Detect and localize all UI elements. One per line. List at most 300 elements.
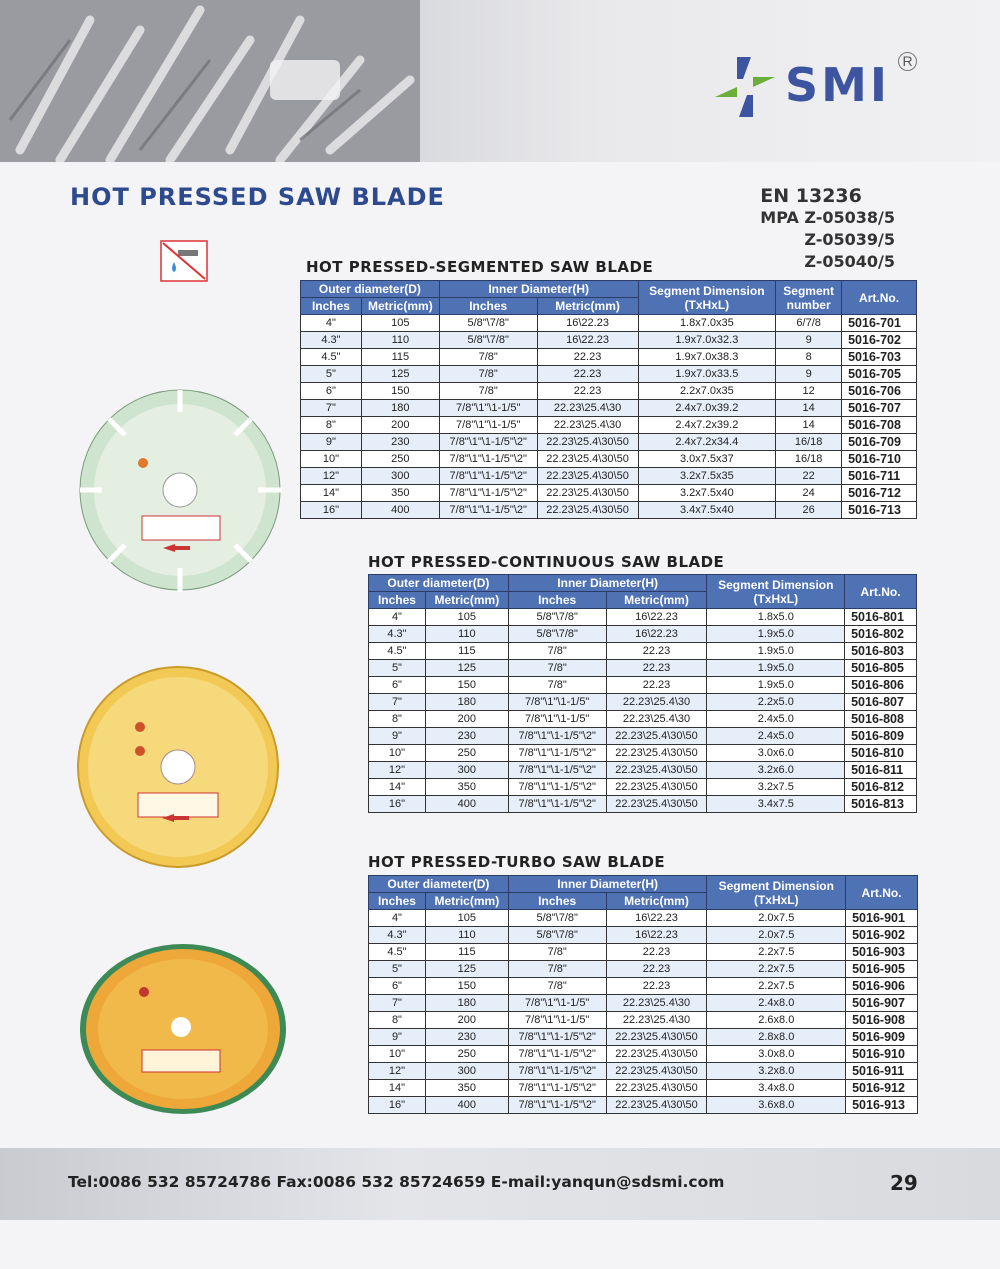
table-cell: 9"	[301, 434, 362, 451]
table-row	[369, 995, 918, 1012]
table-cell: 200	[425, 711, 508, 728]
header-inner-inches: Inches	[439, 298, 537, 315]
table-cell: 22.23	[537, 366, 638, 383]
table-cell: 6"	[369, 978, 426, 995]
table-cell: 3.0x7.5x37	[638, 451, 776, 468]
art-no-cell: 5016-705	[842, 366, 917, 383]
table-cell: 150	[425, 677, 508, 694]
table-cell: 14"	[301, 485, 362, 502]
header-inner-metric: Metric(mm)	[606, 592, 707, 609]
art-no-cell: 5016-712	[842, 485, 917, 502]
art-no-cell: 5016-802	[845, 626, 917, 643]
table-cell: 22.23\25.4\30\50	[606, 1080, 707, 1097]
table-row	[301, 366, 917, 383]
art-no-cell: 5016-810	[845, 745, 917, 762]
table-cell: 1.9x5.0	[707, 677, 845, 694]
turbo-blade-image	[78, 942, 288, 1117]
table-cell: 2.4x8.0	[707, 995, 846, 1012]
table-cell: 2.2x7.0x35	[638, 383, 776, 400]
table-cell: 3.2x6.0	[707, 762, 845, 779]
table-cell: 6"	[301, 383, 362, 400]
table-cell: 7/8"	[439, 349, 537, 366]
table-row	[301, 400, 917, 417]
cutting-tools-photo	[0, 0, 420, 162]
art-no-cell: 5016-910	[846, 1046, 918, 1063]
art-no-cell: 5016-809	[845, 728, 917, 745]
table-row	[301, 383, 917, 400]
table-row	[369, 728, 917, 745]
table-cell: 5/8"\7/8"	[508, 626, 606, 643]
table-row	[301, 332, 917, 349]
standard-z3: Z-05040/5	[804, 252, 895, 271]
table-cell: 10"	[369, 1046, 426, 1063]
header-outer-metric: Metric(mm)	[425, 893, 508, 910]
table-row	[369, 961, 918, 978]
table-cell: 7"	[301, 400, 362, 417]
brand-name: SMI	[785, 58, 891, 112]
art-no-cell: 5016-711	[842, 468, 917, 485]
table-cell: 7/8"\1"\1-1/5"\2"	[508, 796, 606, 813]
table-cell: 250	[361, 451, 439, 468]
table-cell: 22.23	[606, 677, 707, 694]
header-art-no: Art.No.	[845, 575, 917, 609]
header-segment-dimension: Segment Dimension (TxHxL)	[638, 281, 776, 315]
art-no-cell: 5016-812	[845, 779, 917, 796]
contact-info: Tel:0086 532 85724786 Fax:0086 532 85724659 E-mail:yanqun@sdsmi.com	[68, 1173, 725, 1191]
table-cell: 1.9x5.0	[707, 626, 845, 643]
art-no-cell: 5016-803	[845, 643, 917, 660]
header-banner	[0, 0, 1000, 162]
table-cell: 3.2x7.5	[707, 779, 845, 796]
table-cell: 7/8"\1"\1-1/5"\2"	[439, 468, 537, 485]
standard-mpa: MPA Z-05038/5	[760, 208, 895, 227]
art-no-cell: 5016-903	[846, 944, 918, 961]
table-cell: 2.4x7.0x39.2	[638, 400, 776, 417]
table-cell: 3.0x6.0	[707, 745, 845, 762]
table-row	[369, 711, 917, 728]
table-cell: 7/8"	[508, 660, 606, 677]
table-cell: 7/8"\1"\1-1/5"	[508, 1012, 606, 1029]
table-cell: 1.9x5.0	[707, 643, 845, 660]
table-cell: 8"	[301, 417, 362, 434]
table-cell: 24	[776, 485, 842, 502]
table-cell: 7"	[369, 995, 426, 1012]
table-row	[301, 349, 917, 366]
table-cell: 2.2x7.5	[707, 944, 846, 961]
table-cell: 22.23\25.4\30	[606, 995, 707, 1012]
table-cell: 300	[361, 468, 439, 485]
table-cell: 3.0x8.0	[707, 1046, 846, 1063]
table-cell: 350	[425, 779, 508, 796]
table-cell: 4.3"	[369, 927, 426, 944]
table-cell: 7/8"\1"\1-1/5"	[439, 400, 537, 417]
table-cell: 22.23\25.4\30\50	[606, 1046, 707, 1063]
table-cell: 230	[425, 728, 508, 745]
table-cell: 2.2x5.0	[707, 694, 845, 711]
table-cell: 2.6x8.0	[707, 1012, 846, 1029]
table-cell: 22.23\25.4\30\50	[537, 468, 638, 485]
table-cell: 2.2x7.5	[707, 961, 846, 978]
table-row	[369, 927, 918, 944]
table-cell: 16\22.23	[537, 332, 638, 349]
header-outer-metric: Metric(mm)	[361, 298, 439, 315]
table-row	[369, 643, 917, 660]
table-cell: 7/8"\1"\1-1/5"\2"	[508, 745, 606, 762]
art-no-cell: 5016-912	[846, 1080, 918, 1097]
table-cell: 16"	[369, 1097, 426, 1114]
art-no-cell: 5016-806	[845, 677, 917, 694]
table-cell: 2.4x5.0	[707, 728, 845, 745]
table-row	[301, 417, 917, 434]
table-row	[301, 502, 917, 519]
table-row	[369, 1063, 918, 1080]
table-cell: 4.3"	[369, 626, 426, 643]
table-cell: 115	[425, 944, 508, 961]
table-cell: 4.5"	[369, 643, 426, 660]
table-cell: 9"	[369, 728, 426, 745]
table-cell: 8"	[369, 711, 426, 728]
table-cell: 7/8"\1"\1-1/5"\2"	[439, 451, 537, 468]
table-cell: 22.23\25.4\30\50	[606, 1097, 707, 1114]
header-outer-diameter: Outer diameter(D)	[369, 575, 509, 592]
table-cell: 22.23	[606, 643, 707, 660]
table-row	[301, 451, 917, 468]
table-cell: 22.23\25.4\30\50	[606, 1029, 707, 1046]
table-row	[369, 762, 917, 779]
table-row	[301, 468, 917, 485]
standard-z2: Z-05039/5	[804, 230, 895, 249]
table-cell: 7/8"\1"\1-1/5"	[508, 694, 606, 711]
table-cell: 22.23	[537, 349, 638, 366]
table-cell: 9"	[369, 1029, 426, 1046]
art-no-cell: 5016-902	[846, 927, 918, 944]
continuous-spec-table	[368, 574, 917, 813]
table-cell: 4.5"	[301, 349, 362, 366]
table-cell: 250	[425, 745, 508, 762]
table-row	[369, 1029, 918, 1046]
table-row	[369, 677, 917, 694]
table-cell: 1.9x7.0x38.3	[638, 349, 776, 366]
header-outer-diameter: Outer diameter(D)	[369, 876, 509, 893]
table-cell: 16\22.23	[606, 910, 707, 927]
registered-mark: R	[898, 52, 917, 71]
table-cell: 250	[425, 1046, 508, 1063]
table-cell: 22.23\25.4\30\50	[537, 434, 638, 451]
table-cell: 150	[361, 383, 439, 400]
art-no-cell: 5016-701	[842, 315, 917, 332]
art-no-cell: 5016-913	[846, 1097, 918, 1114]
continuous-section-title: HOT PRESSED-CONTINUOUS SAW BLADE	[368, 553, 725, 571]
art-no-cell: 5016-706	[842, 383, 917, 400]
table-cell: 22.23	[606, 660, 707, 677]
header-inner-metric: Metric(mm)	[537, 298, 638, 315]
table-cell: 16\22.23	[537, 315, 638, 332]
art-no-cell: 5016-807	[845, 694, 917, 711]
table-cell: 5"	[369, 961, 426, 978]
table-cell: 22.23	[537, 383, 638, 400]
table-cell: 3.2x8.0	[707, 1063, 846, 1080]
table-cell: 110	[361, 332, 439, 349]
table-row	[369, 1080, 918, 1097]
art-no-cell: 5016-911	[846, 1063, 918, 1080]
table-cell: 300	[425, 1063, 508, 1080]
art-no-cell: 5016-808	[845, 711, 917, 728]
table-cell: 14	[776, 400, 842, 417]
table-cell: 16/18	[776, 434, 842, 451]
table-cell: 7/8"\1"\1-1/5"	[439, 417, 537, 434]
table-cell: 7/8"\1"\1-1/5"\2"	[508, 762, 606, 779]
table-cell: 14	[776, 417, 842, 434]
table-cell: 9	[776, 366, 842, 383]
header-outer-diameter: Outer diameter(D)	[301, 281, 440, 298]
table-cell: 1.9x7.0x32.3	[638, 332, 776, 349]
header-segment-dimension: Segment Dimension (TxHxL)	[707, 575, 845, 609]
art-no-cell: 5016-813	[845, 796, 917, 813]
table-cell: 6/7/8	[776, 315, 842, 332]
table-cell: 110	[425, 927, 508, 944]
turbo-spec-table	[368, 875, 918, 1114]
table-cell: 3.4x8.0	[707, 1080, 846, 1097]
table-cell: 22.23	[606, 961, 707, 978]
art-no-cell: 5016-702	[842, 332, 917, 349]
table-row	[369, 910, 918, 927]
table-cell: 5"	[369, 660, 426, 677]
header-outer-inches: Inches	[369, 592, 426, 609]
header-outer-metric: Metric(mm)	[425, 592, 508, 609]
header-outer-inches: Inches	[369, 893, 426, 910]
table-cell: 14"	[369, 1080, 426, 1097]
table-cell: 3.4x7.5	[707, 796, 845, 813]
table-cell: 16"	[301, 502, 362, 519]
table-row	[369, 944, 918, 961]
table-cell: 22.23\25.4\30\50	[606, 779, 707, 796]
table-row	[369, 660, 917, 677]
table-cell: 14"	[369, 779, 426, 796]
table-cell: 4"	[369, 910, 426, 927]
art-no-cell: 5016-907	[846, 995, 918, 1012]
table-cell: 125	[361, 366, 439, 383]
table-cell: 115	[361, 349, 439, 366]
table-cell: 22.23\25.4\30	[606, 1012, 707, 1029]
table-cell: 1.9x7.0x33.5	[638, 366, 776, 383]
table-row	[369, 1012, 918, 1029]
table-cell: 22.23\25.4\30\50	[537, 485, 638, 502]
table-cell: 7/8"\1"\1-1/5"\2"	[508, 728, 606, 745]
table-cell: 8"	[369, 1012, 426, 1029]
table-cell: 7/8"\1"\1-1/5"\2"	[508, 1080, 606, 1097]
table-cell: 5/8"\7/8"	[508, 910, 606, 927]
table-cell: 22.23\25.4\30\50	[606, 1063, 707, 1080]
table-cell: 16\22.23	[606, 626, 707, 643]
table-cell: 180	[361, 400, 439, 417]
table-cell: 7/8"	[439, 366, 537, 383]
table-cell: 22.23	[606, 944, 707, 961]
table-cell: 400	[425, 1097, 508, 1114]
header-inner-diameter: Inner Diameter(H)	[508, 876, 707, 893]
art-no-cell: 5016-801	[845, 609, 917, 626]
continuous-blade-image	[76, 665, 281, 870]
table-cell: 3.2x7.5x35	[638, 468, 776, 485]
table-cell: 1.8x5.0	[707, 609, 845, 626]
art-no-cell: 5016-710	[842, 451, 917, 468]
table-cell: 16"	[369, 796, 426, 813]
table-row	[369, 978, 918, 995]
table-cell: 16/18	[776, 451, 842, 468]
art-no-cell: 5016-805	[845, 660, 917, 677]
page-number: 29	[890, 1171, 918, 1195]
table-cell: 7/8"\1"\1-1/5"\2"	[508, 1029, 606, 1046]
table-cell: 7/8"\1"\1-1/5"\2"	[508, 1063, 606, 1080]
table-cell: 105	[425, 910, 508, 927]
table-cell: 400	[425, 796, 508, 813]
table-cell: 4.5"	[369, 944, 426, 961]
table-cell: 22.23\25.4\30	[537, 417, 638, 434]
header-inner-diameter: Inner Diameter(H)	[508, 575, 707, 592]
art-no-cell: 5016-901	[846, 910, 918, 927]
table-cell: 22.23\25.4\30	[537, 400, 638, 417]
table-cell: 16\22.23	[606, 927, 707, 944]
table-cell: 7/8"\1"\1-1/5"\2"	[508, 1046, 606, 1063]
table-cell: 7/8"\1"\1-1/5"\2"	[508, 1097, 606, 1114]
header-segment-number: Segment number	[776, 281, 842, 315]
table-cell: 2.0x7.5	[707, 910, 846, 927]
table-cell: 12	[776, 383, 842, 400]
table-cell: 16\22.23	[606, 609, 707, 626]
art-no-cell: 5016-908	[846, 1012, 918, 1029]
standards-block	[760, 185, 895, 273]
table-cell: 400	[361, 502, 439, 519]
table-cell: 105	[361, 315, 439, 332]
table-cell: 7/8"	[508, 961, 606, 978]
table-cell: 12"	[369, 1063, 426, 1080]
segmented-section-title: HOT PRESSED-SEGMENTED SAW BLADE	[306, 258, 654, 276]
table-cell: 4.3"	[301, 332, 362, 349]
table-row	[369, 694, 917, 711]
table-cell: 22.23	[606, 978, 707, 995]
table-row	[301, 315, 917, 332]
art-no-cell: 5016-703	[842, 349, 917, 366]
table-cell: 4"	[369, 609, 426, 626]
table-cell: 350	[425, 1080, 508, 1097]
table-cell: 26	[776, 502, 842, 519]
art-no-cell: 5016-811	[845, 762, 917, 779]
art-no-cell: 5016-905	[846, 961, 918, 978]
table-cell: 12"	[369, 762, 426, 779]
table-cell: 22.23\25.4\30\50	[537, 502, 638, 519]
table-cell: 350	[361, 485, 439, 502]
table-cell: 5/8"\7/8"	[508, 927, 606, 944]
table-row	[369, 745, 917, 762]
table-row	[301, 485, 917, 502]
table-cell: 7/8"	[508, 978, 606, 995]
table-cell: 7/8"	[508, 643, 606, 660]
table-cell: 6"	[369, 677, 426, 694]
table-cell: 230	[361, 434, 439, 451]
table-cell: 3.6x8.0	[707, 1097, 846, 1114]
art-no-cell: 5016-909	[846, 1029, 918, 1046]
table-cell: 22.23\25.4\30\50	[606, 762, 707, 779]
table-cell: 180	[425, 995, 508, 1012]
table-cell: 7"	[369, 694, 426, 711]
table-cell: 105	[425, 609, 508, 626]
table-cell: 2.4x7.2x34.4	[638, 434, 776, 451]
no-wet-cutting-icon	[160, 240, 208, 282]
table-cell: 115	[425, 643, 508, 660]
header-inner-inches: Inches	[508, 893, 606, 910]
table-cell: 22.23\25.4\30	[606, 711, 707, 728]
table-row	[369, 796, 917, 813]
table-cell: 200	[425, 1012, 508, 1029]
table-cell: 150	[425, 978, 508, 995]
art-no-cell: 5016-707	[842, 400, 917, 417]
turbo-section-title: HOT PRESSED-TURBO SAW BLADE	[368, 853, 666, 871]
table-cell: 2.0x7.5	[707, 927, 846, 944]
table-cell: 7/8"\1"\1-1/5"\2"	[508, 779, 606, 796]
header-inner-inches: Inches	[508, 592, 606, 609]
table-cell: 5/8"\7/8"	[439, 332, 537, 349]
page-title: HOT PRESSED SAW BLADE	[70, 183, 445, 211]
table-cell: 2.4x7.2x39.2	[638, 417, 776, 434]
header-art-no: Art.No.	[842, 281, 917, 315]
art-no-cell: 5016-708	[842, 417, 917, 434]
table-cell: 7/8"\1"\1-1/5"	[508, 711, 606, 728]
segmented-spec-table	[300, 280, 917, 519]
header-art-no: Art.No.	[846, 876, 918, 910]
table-cell: 1.8x7.0x35	[638, 315, 776, 332]
table-cell: 22.23\25.4\30\50	[537, 451, 638, 468]
table-row	[369, 609, 917, 626]
table-cell: 7/8"\1"\1-1/5"\2"	[439, 485, 537, 502]
table-cell: 2.8x8.0	[707, 1029, 846, 1046]
header-outer-inches: Inches	[301, 298, 362, 315]
table-cell: 5/8"\7/8"	[508, 609, 606, 626]
table-row	[369, 779, 917, 796]
table-cell: 1.9x5.0	[707, 660, 845, 677]
table-cell: 125	[425, 660, 508, 677]
table-cell: 7/8"	[508, 944, 606, 961]
table-cell: 180	[425, 694, 508, 711]
table-cell: 10"	[369, 745, 426, 762]
table-row	[301, 434, 917, 451]
table-cell: 7/8"\1"\1-1/5"\2"	[439, 502, 537, 519]
table-cell: 22.23\25.4\30	[606, 694, 707, 711]
table-cell: 2.2x7.5	[707, 978, 846, 995]
table-cell: 8	[776, 349, 842, 366]
header-segment-dimension: Segment Dimension (TxHxL)	[707, 876, 846, 910]
table-cell: 22	[776, 468, 842, 485]
table-cell: 230	[425, 1029, 508, 1046]
table-cell: 3.2x7.5x40	[638, 485, 776, 502]
table-cell: 200	[361, 417, 439, 434]
segmented-blade-image	[78, 388, 283, 593]
art-no-cell: 5016-709	[842, 434, 917, 451]
table-cell: 125	[425, 961, 508, 978]
table-row	[369, 626, 917, 643]
standard-en: EN 13236	[760, 185, 862, 207]
art-no-cell: 5016-713	[842, 502, 917, 519]
table-cell: 4"	[301, 315, 362, 332]
table-cell: 22.23\25.4\30\50	[606, 728, 707, 745]
header-inner-metric: Metric(mm)	[606, 893, 707, 910]
table-cell: 2.4x5.0	[707, 711, 845, 728]
table-cell: 9	[776, 332, 842, 349]
table-cell: 5/8"\7/8"	[439, 315, 537, 332]
table-cell: 7/8"	[439, 383, 537, 400]
header-inner-diameter: Inner Diameter(H)	[439, 281, 638, 298]
table-cell: 7/8"	[508, 677, 606, 694]
table-cell: 3.4x7.5x40	[638, 502, 776, 519]
table-cell: 110	[425, 626, 508, 643]
